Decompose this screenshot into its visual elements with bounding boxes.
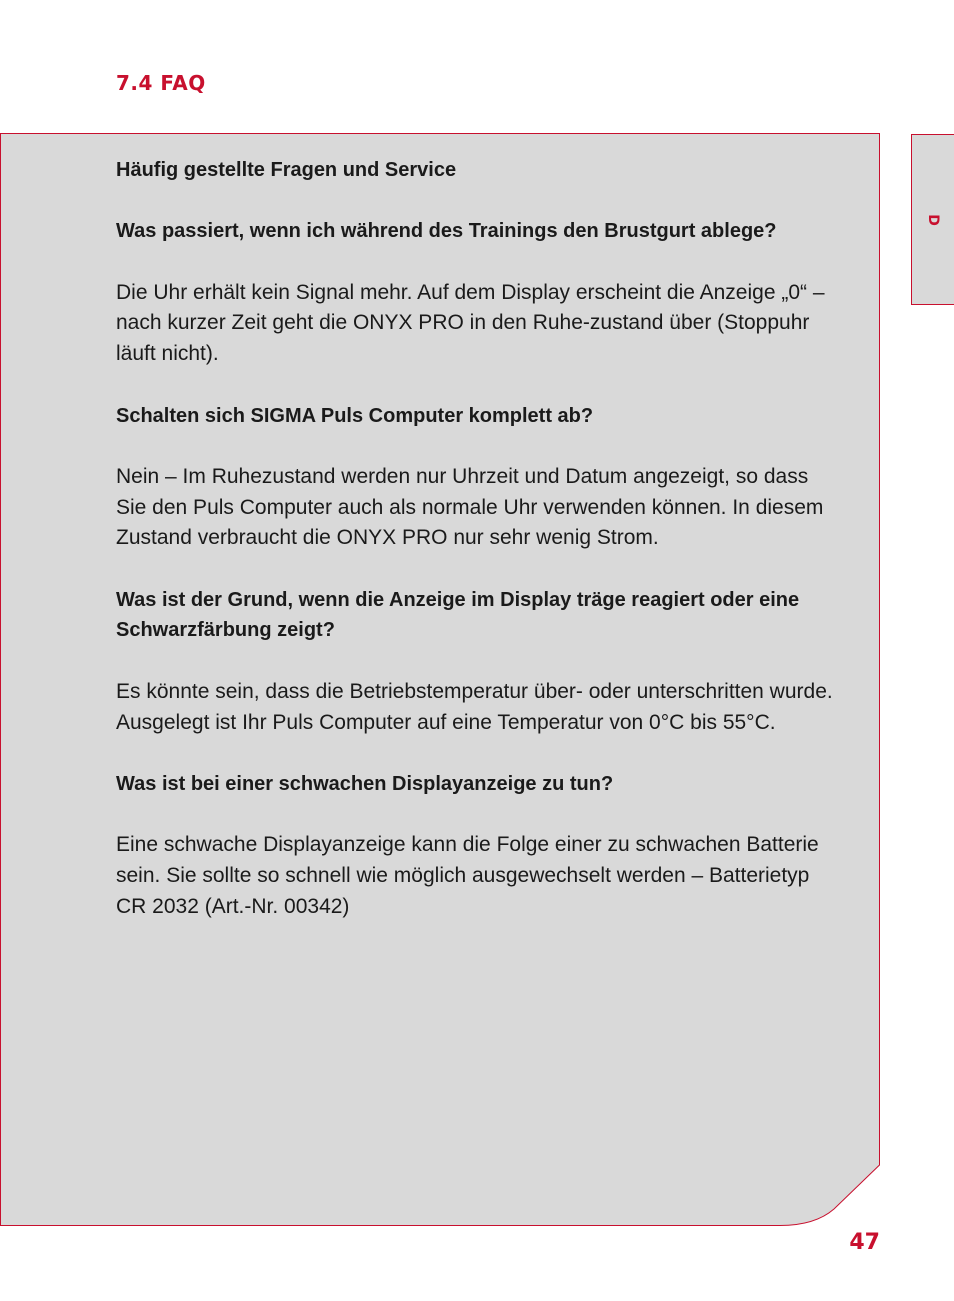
page-number: 47 [849, 1230, 880, 1255]
faq-answer: Eine schwache Displayanzeige kann die Folge einer zu schwachen Batterie sein. Sie sollte so schnell wie möglich ausgewechselt werden – Batterietyp CR 2032 (Art.-Nr. 00342) [116, 833, 819, 918]
faq-question: Was passiert, wenn ich während des Trainings den Brustgurt ablege? [116, 220, 777, 243]
language-tab [911, 134, 954, 305]
faq-answer: Die Uhr erhält kein Signal mehr. Auf dem Display erscheint die Anzeige „0“ – nach kurzer Zeit geht die ONYX PRO in den Ruhe-zustand über (Stoppuhr läuft nicht). [116, 280, 825, 366]
faq-answer: Es könnte sein, dass die Betriebstemperatur über- oder unterschritten wurde. Ausgelegt ist Ihr Puls Computer auf eine Temperatur von 0°C bis 55°C. [116, 679, 833, 734]
section-title: 7.4 FAQ [116, 71, 206, 95]
faq-question: Was ist der Grund, wenn die Anzeige im Display träge reagiert oder eine Schwarzfärbung zeigt? [116, 588, 800, 642]
faq-content [116, 155, 836, 922]
faq-answer: Nein – Im Ruhezustand werden nur Uhrzeit und Datum angezeigt, so dass Sie den Puls Computer auch als normale Uhr verwenden können. In diesem Zustand verbraucht die ONYX PRO nur sehr wenig Strom. [116, 464, 824, 550]
faq-question: Schalten sich SIGMA Puls Computer komplett ab? [116, 404, 594, 427]
language-tab-label: D [925, 214, 941, 226]
faq-question: Was ist bei einer schwachen Displayanzeige zu tun? [116, 772, 614, 795]
faq-intro-heading: Häufig gestellte Fragen und Service [116, 159, 457, 181]
